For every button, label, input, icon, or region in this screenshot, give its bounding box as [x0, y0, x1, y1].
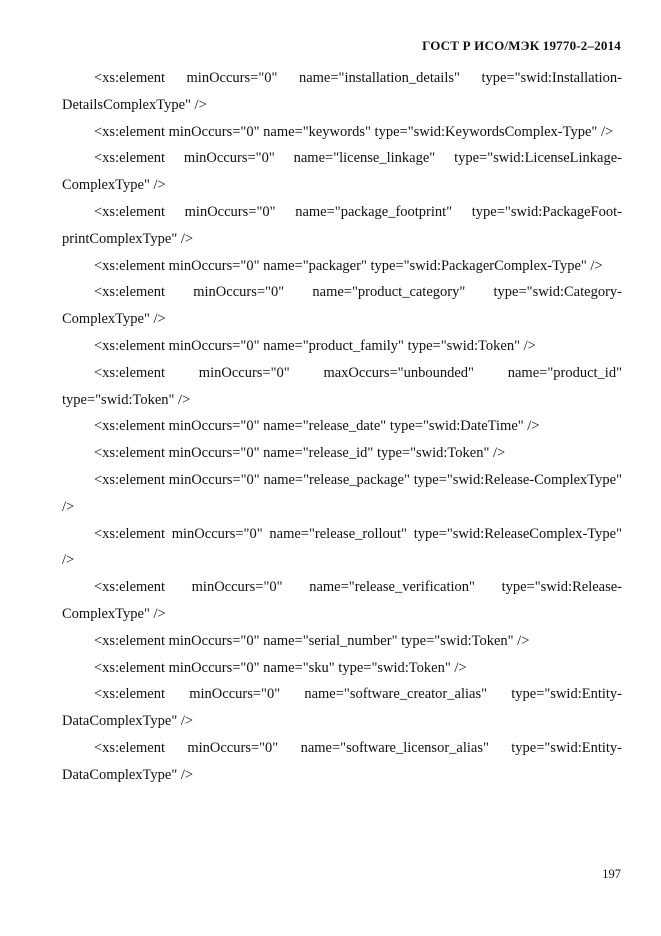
schema-line: <xs:element minOccurs="0" name="installation_details" type="swid:Installation-DetailsComplexType" /> — [62, 70, 622, 113]
schema-line: <xs:element minOccurs="0" maxOccurs="unbounded" name="product_id" type="swid:Token" /> — [62, 364, 622, 408]
schema-listing — [62, 65, 622, 789]
page-number: 197 — [602, 867, 621, 881]
schema-line: <xs:element minOccurs="0" name="release_id" type="swid:Token" /> — [94, 445, 506, 462]
schema-line: <xs:element minOccurs="0" name="release_date" type="swid:DateTime" /> — [94, 418, 540, 435]
schema-line: <xs:element minOccurs="0" name="release_rollout" type="swid:ReleaseComplex-Type" /> — [62, 525, 622, 569]
document-header: ГОСТ Р ИСО/МЭК 19770-2–2014 — [422, 38, 621, 53]
schema-line: <xs:element minOccurs="0" name="release_package" type="swid:Release-ComplexType" /> — [62, 471, 622, 515]
schema-line: <xs:element minOccurs="0" name="release_verification" type="swid:Release-ComplexType" /> — [62, 579, 622, 622]
schema-line: <xs:element minOccurs="0" name="product_category" type="swid:Category-ComplexType" /> — [62, 284, 622, 328]
schema-line: <xs:element minOccurs="0" name="software_licensor_alias" type="swid:Entity-DataComplexType" /> — [62, 739, 622, 783]
schema-line: <xs:element minOccurs="0" name="packager" type="swid:PackagerComplex-Type" /> — [94, 257, 603, 274]
schema-line: <xs:element minOccurs="0" name="package_footprint" type="swid:PackageFoot-printComplexType" /> — [62, 203, 622, 247]
schema-line: <xs:element minOccurs="0" name="product_family" type="swid:Token" /> — [94, 337, 536, 354]
schema-line: <xs:element minOccurs="0" name="keywords" type="swid:KeywordsComplex-Type" /> — [94, 123, 614, 140]
schema-line: <xs:element minOccurs="0" name="software_creator_alias" type="swid:Entity-DataComplexType" /> — [62, 686, 622, 730]
schema-line: <xs:element minOccurs="0" name="license_linkage" type="swid:LicenseLinkage-ComplexType" /> — [62, 150, 622, 194]
schema-line: <xs:element minOccurs="0" name="sku" type="swid:Token" /> — [94, 659, 467, 676]
schema-line: <xs:element minOccurs="0" name="serial_number" type="swid:Token" /> — [94, 632, 530, 649]
